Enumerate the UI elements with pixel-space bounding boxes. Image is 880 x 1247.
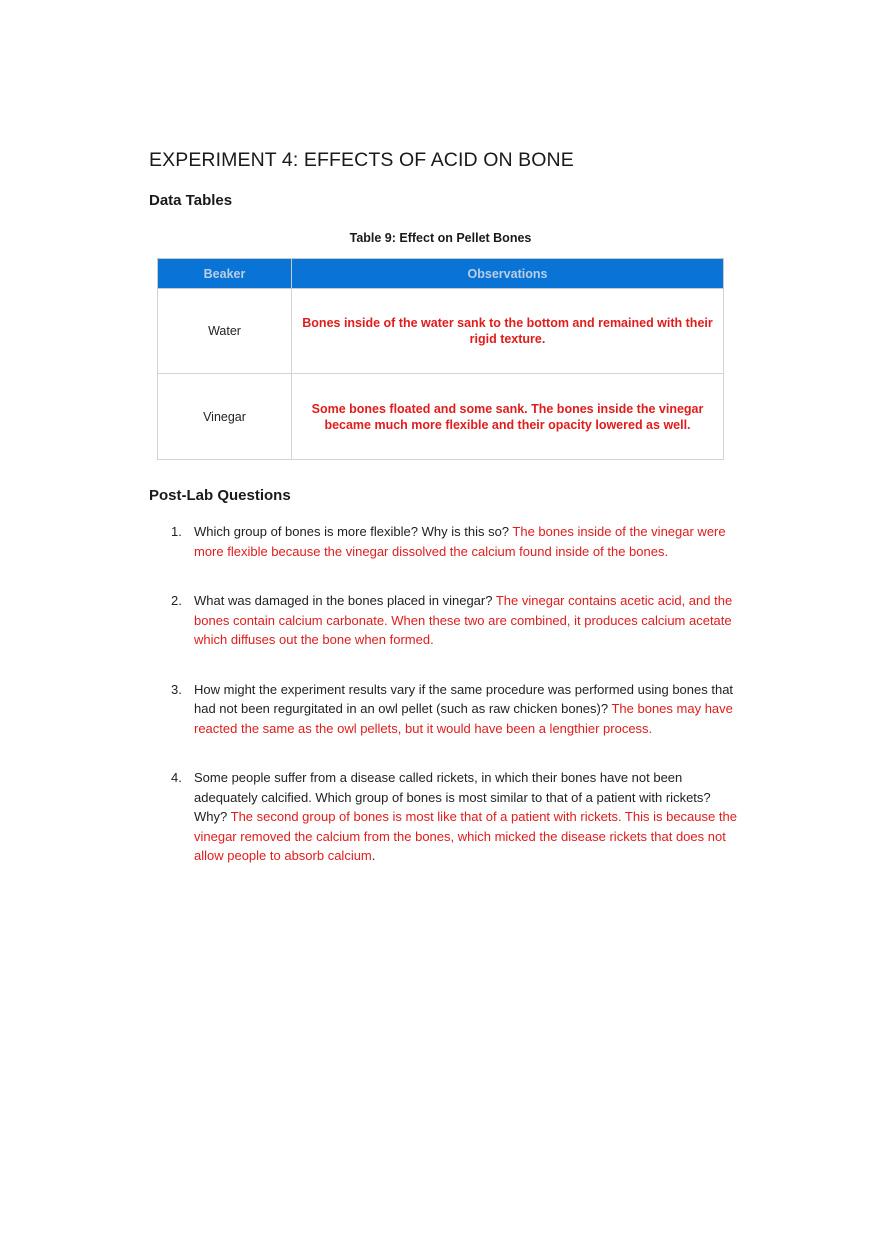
answer-text: The bones may have reacted the same as the owl pellets, but it would have been a lengthier process. [194,701,733,736]
question-item [149,522,739,561]
question-item [149,768,739,866]
question-number: 1. [171,524,182,539]
page-title: EXPERIMENT 4: EFFECTS OF ACID ON BONE [149,149,574,171]
table-caption: Table 9: Effect on Pellet Bones [349,231,532,245]
answer-text: The second group of bones is most like that of a patient with rickets. This is because the vinegar removed the calcium from the bones, which micked the disease rickets that does not allow people to absorb calcium [194,809,737,863]
question-number: 3. [171,681,182,697]
table-header-row [158,259,724,289]
beaker-cell: Water [158,289,292,374]
question-text: What was damaged in the bones placed in vinegar? [194,593,493,608]
table-row [158,374,724,460]
header-observations: Observations [292,259,724,289]
answer-text: The vinegar contains acetic acid, and the bones contain calcium carbonate. When these two are combined, it produces calcium acetate which diffuses out the bone when formed. [194,593,733,647]
pellet-bones-table [157,258,724,460]
header-beaker: Beaker [158,259,292,289]
table-row [158,289,724,374]
beaker-cell: Vinegar [158,374,292,460]
question-text: Which group of bones is more flexible? Why is this so? [194,524,510,539]
data-tables-heading: Data Tables [149,192,233,209]
question-text: Some people suffer from a disease called rickets, in which their bones have not been adequately calcified. Which group of bones is most similar to that of a patient with rickets? Why? [194,770,711,824]
question-number: 4. [171,770,182,785]
question-list [149,522,739,866]
answer-text: The bones inside of the vinegar were more flexible because the vinegar dissolved the calcium found inside of the bones. [194,524,726,559]
question-item [149,680,739,739]
question-number: 2. [171,593,182,608]
question-text: How might the experiment results vary if the same procedure was performed using bones that had not been regurgitated in an owl pellet (such as raw chicken bones)? [194,681,734,716]
question-item [149,591,739,650]
answer-tail: . [371,848,376,863]
observation-cell: Bones inside of the water sank to the bottom and remained with their rigid texture. [292,289,724,374]
postlab-heading: Post-Lab Questions [149,487,291,504]
observation-cell: Some bones floated and some sank. The bones inside the vinegar became much more flexible and their opacity lowered as well. [292,374,724,460]
